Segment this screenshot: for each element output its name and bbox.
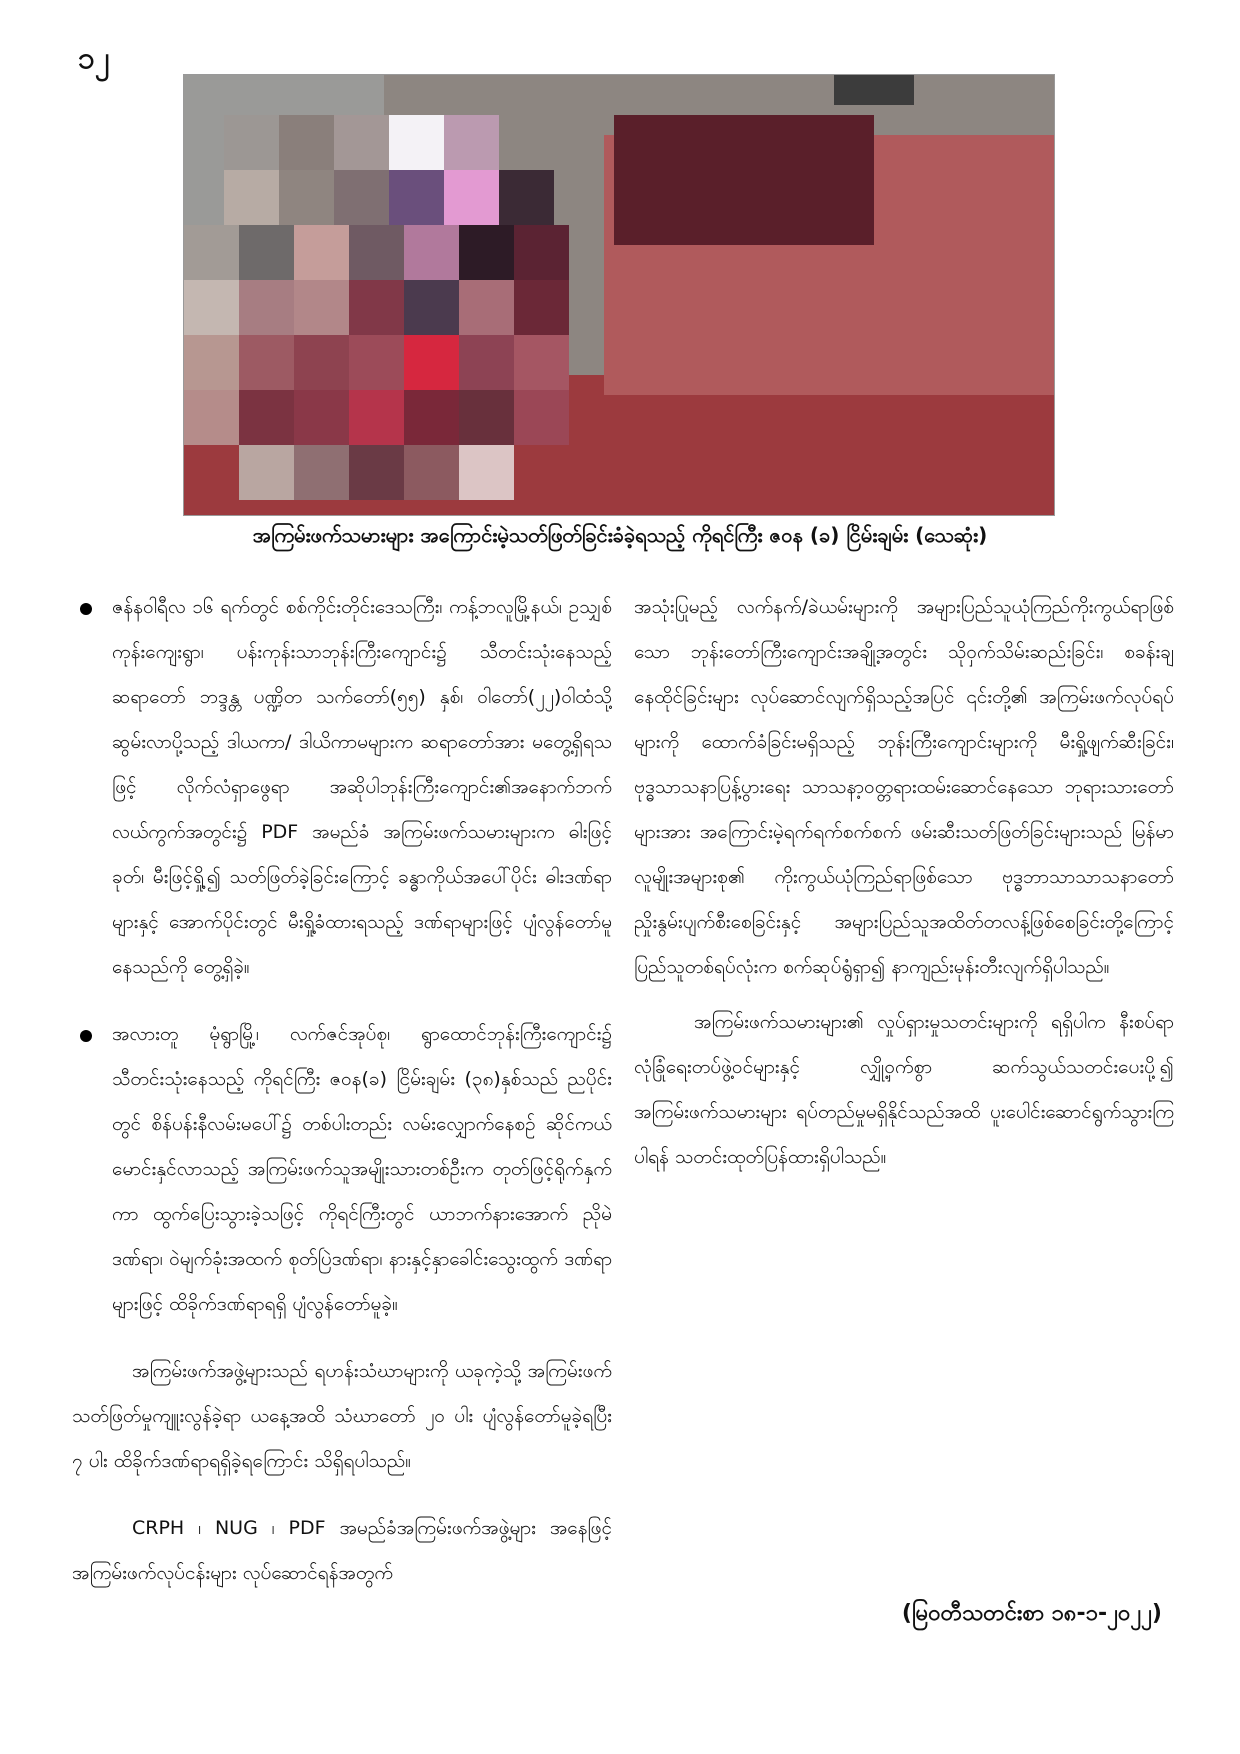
left-column: [72, 585, 612, 1618]
body-paragraph: အကြမ်းဖက်သမားများ၏ လှုပ်ရှားမှုသတင်းများကို ရရှိပါက နီးစပ်ရာ လုံခြုံရေးတပ်ဖွဲ့ဝင်များနှင့် လျှို့ဝှက်စွာ ဆက်သွယ်သတင်းပေးပို့၍ အကြမ်းဖက်သမားများ ရပ်တည်မှုမရှိနိုင်သည်အထိ ပူးပေါင်းဆောင်ရွက်သွားကြပါရန် သတင်းထုတ်ပြန်ထားရှိပါသည်။: [634, 1011, 1174, 1168]
blurred-photo-image: [184, 75, 1054, 515]
bullet-item: [72, 1012, 612, 1327]
photo-caption: အကြမ်းဖက်သမားများ အကြောင်းမဲ့သတ်ဖြတ်ခြင်းခံခဲ့ရသည့် ကိုရင်ကြီး ဇဝန (ခ) ငြိမ်းချမ်း (သေဆုံး): [252, 523, 988, 547]
right-column: [634, 585, 1174, 1190]
body-paragraph: အကြမ်းဖက်အဖွဲ့များသည် ရဟန်းသံဃာများကို ယခုကဲ့သို့ အကြမ်းဖက်သတ်ဖြတ်မှုကျူးလွန်ခဲ့ရာ ယနေ့အထိ သံဃာတော် ၂၀ ပါး ပျံလွန်တော်မူခဲ့ရပြီး ၇ ပါး ထိခိုက်ဒဏ်ရာရရှိခဲ့ရကြောင်း သိရှိရပါသည်။: [72, 1360, 612, 1472]
bullet-text: အလားတူ မုံရွာမြို့၊ လက်ဇင်အုပ်စု၊ ရွာထောင်ဘုန်းကြီးကျောင်း၌ သီတင်းသုံးနေသည့် ကိုရင်ကြီး ဇဝန(ခ) ငြိမ်းချမ်း (၃၈)နှစ်သည် ညပိုင်းတွင် စိန်ပန်းနီလမ်းမပေါ်၌ တစ်ပါးတည်း လမ်းလျှောက်နေစဉ် ဆိုင်ကယ်မောင်းနှင်လာသည့် အကြမ်းဖက်သူအမျိုးသားတစ်ဦးက တုတ်ဖြင့်ရိုက်နှက်ကာ ထွက်ပြေးသွားခဲ့သဖြင့် ကိုရင်ကြီးတွင် ယာဘက်နားအောက် ညိုမဲဒဏ်ရာ၊ ဝဲမျက်ခုံးအထက် စုတ်ပြဲဒဏ်ရာ၊ နားနှင့်နှာခေါင်းသွေးထွက် ဒဏ်ရာများဖြင့် ထိခိုက်ဒဏ်ရာရရှိ ပျံလွန်တော်မူခဲ့။: [112, 1023, 612, 1315]
body-paragraph: CRPH ၊ NUG ၊ PDF အမည်ခံအကြမ်းဖက်အဖွဲ့များ အနေဖြင့် အကြမ်းဖက်လုပ်ငန်းများ လုပ်ဆောင်ရန်အတွက်: [72, 1517, 612, 1584]
page-number: ၁၂: [78, 41, 110, 76]
news-photo: [183, 74, 1055, 516]
bullet-icon: [80, 603, 92, 615]
body-paragraph: အသုံးပြုမည့် လက်နက်/ခဲယမ်းများကို အများပြည်သူယုံကြည်ကိုးကွယ်ရာဖြစ်သော ဘုန်းတော်ကြီးကျောင်းအချို့အတွင်း သိုဝှက်သိမ်းဆည်းခြင်း၊ စခန်းချနေထိုင်ခြင်းများ လုပ်ဆောင်လျက်ရှိသည့်အပြင် ၎င်းတို့၏ အကြမ်းဖက်လုပ်ရပ်များကို ထောက်ခံခြင်းမရှိသည့် ဘုန်းကြီးကျောင်းများကို မီးရှို့ဖျက်ဆီးခြင်း၊ ဗုဒ္ဓသာသနာပြန့်ပွားရေး သာသနာ့ဝတ္တရားထမ်းဆောင်နေသော ဘုရားသားတော်များအား အကြောင်းမဲ့ရက်ရက်စက်စက် ဖမ်းဆီးသတ်ဖြတ်ခြင်းများသည် မြန်မာလူမျိုးအများစု၏ ကိုးကွယ်ယုံကြည်ရာဖြစ်သော ဗုဒ္ဓဘာသာသာသနာတော် ညှိုးနွမ်းပျက်စီးစေခြင်းနှင့် အများပြည်သူအထိတ်တလန့်ဖြစ်စေခြင်းတို့ကြောင့် ပြည်သူတစ်ရပ်လုံးက စက်ဆုပ်ရွံရှာ၍ နာကျည်းမုန်းတီးလျက်ရှိပါသည်။: [634, 596, 1174, 978]
bullet-text: ဇန်နဝါရီလ ၁၆ ရက်တွင် စစ်ကိုင်းတိုင်းဒေသကြီး၊ ကန့်ဘလူမြို့နယ်၊ ဥသျှစ်ကုန်းကျေးရွာ၊ ပန်းကုန်းသာဘုန်းကြီးကျောင်း၌ သီတင်းသုံးနေသည့် ဆရာတော် ဘဒ္ဒန္တ ပဏ္ဍိတ သက်တော်(၅၅) နှစ်၊ ဝါတော်(၂၂)ဝါထံသို့ ဆွမ်းလာပို့သည့် ဒါယကာ/ ဒါယိကာမများက ဆရာတော်အား မတွေ့ရှိရသဖြင့် လိုက်လံရှာဖွေရာ အဆိုပါဘုန်းကြီးကျောင်း၏အနောက်ဘက် လယ်ကွက်အတွင်း၌ PDF အမည်ခံ အကြမ်းဖက်သမားများက ဓါးဖြင့်ခုတ်၊ မီးဖြင့်ရှို့၍ သတ်ဖြတ်ခဲ့ခြင်းကြောင့် ခန္ဓာကိုယ်အပေါ်ပိုင်း ဓါးဒဏ်ရာများနှင့် အောက်ပိုင်းတွင် မီးရှို့ခံထားရသည့် ဒဏ်ရာများဖြင့် ပျံလွန်တော်မူနေသည်ကို တွေ့ရှိခဲ့။: [112, 596, 612, 978]
bullet-icon: [80, 1030, 92, 1042]
source-citation: (မြဝတီသတင်းစာ ၁၈-၁-၂၀၂၂): [901, 1601, 1162, 1626]
bullet-item: [72, 585, 612, 990]
